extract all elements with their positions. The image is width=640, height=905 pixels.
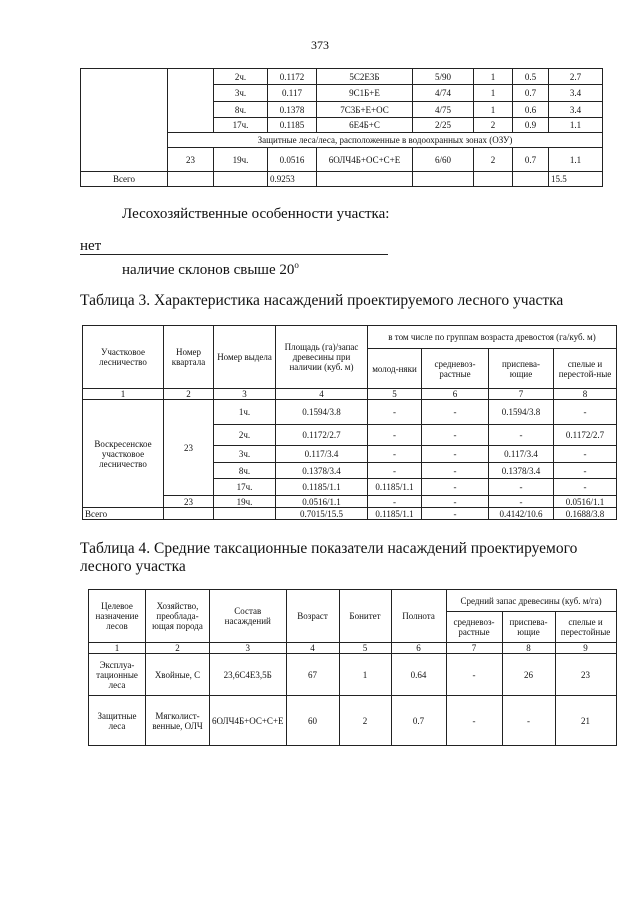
kvartal-cell: 23 [164,400,214,496]
table-row: 8ч. 0.1378/3.4 - - 0.1378/3.4 - [83,463,617,479]
header-young: молод-няки [368,349,422,389]
density-cell: 0.5 [513,69,549,85]
stock-cell: 3.4 [549,85,603,102]
composition-cell: 6ОЛЧ4Б+ОС+С+Е [317,148,413,172]
vydel-cell: 2ч. [214,69,268,85]
header-area: Площадь (га)/запас древесины при наличии (куб. м) [276,326,368,389]
lesnichestvo-cell [81,69,168,172]
composition-cell: 6Е4Б+С [317,118,413,133]
stock-cell: 1.1 [549,118,603,133]
total-row: Всего 0.7015/15.5 0.1185/1.1 - 0.4142/10.6 0.1688/3.8 [83,508,617,520]
section-label: Защитные леса/леса, расположенные в водоохранных зонах (ОЗУ) [168,133,603,148]
header-age: Возраст [286,590,339,643]
degree-sign: о [294,260,299,270]
total-label: Всего [83,508,164,520]
lesnichestvo-cell: Воскресенское участковое лесничество [83,400,164,508]
total-row [81,172,603,187]
kvartal-cell [168,69,214,133]
table-row: 23 19ч. 0.0516/1.1 - - - 0.0516/1.1 [83,496,617,508]
table-row: Воскресенское участковое лесничество 23 1ч. 0.1594/3.8 - - 0.1594/3.8 - [83,400,617,425]
header-middle: средневоз-растные [422,349,489,389]
bonitet-cell: 2 [474,118,513,133]
column-numbers-row: 1 2 3 4 5 6 7 8 9 [89,643,617,654]
underline [80,254,388,255]
composition-cell: 5С2Е3Б [317,69,413,85]
features-value: нет [80,238,102,254]
total-area: 0.9253 [268,172,317,187]
area-cell: 0.1378 [268,102,317,118]
column-numbers-row: 1 2 3 4 5 6 7 8 [83,389,617,400]
header-avg-stock: Средний запас древесины (куб. м/га) [446,590,616,612]
vydel-cell: 3ч. [214,85,268,102]
age-cell: 2/25 [413,118,474,133]
header-bonitet: Бонитет [339,590,391,643]
density-cell: 0.9 [513,118,549,133]
density-cell: 0.7 [513,85,549,102]
table-row: Эксплуа-тационные леса Хвойные, С 23,6С4Е3,5Б 67 1 0.64 - 26 23 [89,654,617,696]
features-heading: Лесохозяйственные особенности участка: [122,206,390,222]
header-density: Полнота [391,590,446,643]
kvartal-cell: 23 [168,148,214,172]
age-cell: 4/75 [413,102,474,118]
bonitet-cell: 2 [474,148,513,172]
stock-cell: 2.7 [549,69,603,85]
header-ripening: приспева-ющие [502,612,555,643]
table-row: 3ч. 0.117/3.4 - - 0.117/3.4 - [83,446,617,463]
continuation-table [80,68,603,187]
composition-cell: 7С3Б+Е+ОС [317,102,413,118]
density-cell: 0.7 [513,148,549,172]
age-cell: 5/90 [413,69,474,85]
total-label: Всего [81,172,168,187]
header-purpose: Целевое назначение лесов [89,590,146,643]
age-cell: 4/74 [413,85,474,102]
table3 [82,325,617,520]
area-cell: 0.0516 [268,148,317,172]
bonitet-cell: 1 [474,102,513,118]
header-composition: Состав насаждений [210,590,287,643]
header-age-groups: в том числе по группам возраста древостоя (га/куб. м) [368,326,617,349]
stock-cell: 3.4 [549,102,603,118]
features-sublabel: наличие склонов свыше $20^о$ [122,260,299,278]
area-cell: 0.117 [268,85,317,102]
header-kvartal: Номер квартала [164,326,214,389]
table-row: 17ч. 0.1185/1.1 0.1185/1.1 - - - [83,479,617,496]
table-row [81,69,603,85]
area-cell: 0.1185 [268,118,317,133]
vydel-cell: 17ч. [214,118,268,133]
table3-caption: Таблица 3. Характеристика насаждений проектируемого лесного участка [80,292,564,309]
bonitet-cell: 1 [474,69,513,85]
table-row: Защитные леса Мягколист-венные, ОЛЧ 6ОЛЧ4Б+ОС+С+Е 60 2 0.7 - - 21 [89,696,617,746]
header-ripening: приспева-ющие [489,349,554,389]
area-cell: 0.1172 [268,69,317,85]
header-mature: спелые и перестой-ные [554,349,617,389]
vydel-cell: 19ч. [214,148,268,172]
table4 [88,589,617,746]
bonitet-cell: 1 [474,85,513,102]
vydel-cell: 8ч. [214,102,268,118]
header-middle: средневоз-растные [446,612,502,643]
header-vydel: Номер выдела [214,326,276,389]
composition-cell: 9С1Б+Е [317,85,413,102]
page-number: 373 [311,38,329,52]
stock-cell: 1.1 [549,148,603,172]
header-mature: спелые и перестойные [555,612,616,643]
density-cell: 0.6 [513,102,549,118]
age-cell: 6/60 [413,148,474,172]
header-farm: Хозяйство, преоблада-ющая порода [146,590,210,643]
table-row: 2ч. 0.1172/2.7 - - - 0.1172/2.7 [83,425,617,446]
table4-caption: Таблица 4. Средние таксационные показатели насаждений проектируемого лесного участка [80,540,578,575]
total-stock: 15.5 [549,172,603,187]
header-lesnichestvo: Участковое лесничество [83,326,164,389]
